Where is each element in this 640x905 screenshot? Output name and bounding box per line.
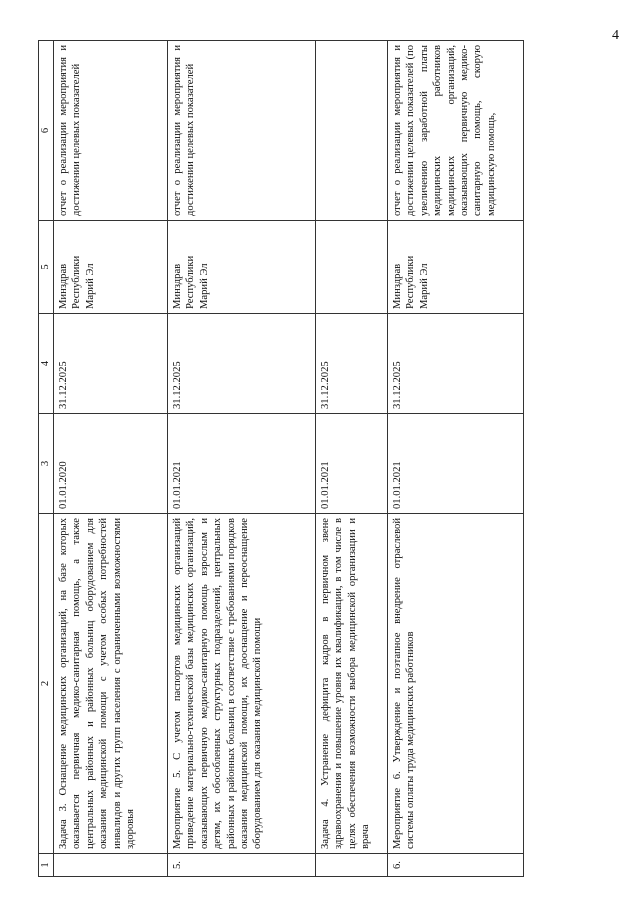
row-number (54, 854, 168, 877)
row-result: отчет о реализации мероприятия и достижении целевых показателей (по увеличению заработной платы медицинских работников медицинских организаций, оказывающих первичную медико-санитарную помощь, скорую медицинскую помощь, (388, 41, 524, 221)
header-row (39, 41, 54, 877)
row-description: Задача 4. Устранение дефицита кадров в первичном звене здравоохранения и повышение уровня их квалификации, в том числе в целях обеспечения возможности выбора медицинской организации и врача (316, 514, 388, 854)
row-start-date: 01.01.2020 (54, 414, 168, 514)
row-result: отчет о реализации мероприятия и достижении целевых показателей (168, 41, 316, 221)
rotated-table-container (38, 41, 524, 877)
row-start-date: 01.01.2021 (168, 414, 316, 514)
row-executor (316, 221, 388, 314)
page-number: 4 (612, 28, 619, 43)
row-executor: Минздрав Республики Марий Эл (168, 221, 316, 314)
header-cell: 3 (39, 414, 54, 514)
header-cell: 1 (39, 854, 54, 877)
row-executor: Минздрав Республики Марий Эл (54, 221, 168, 314)
row-end-date: 31.12.2025 (388, 314, 524, 414)
header-cell: 4 (39, 314, 54, 414)
row-end-date: 31.12.2025 (168, 314, 316, 414)
table-row (316, 41, 388, 877)
table-row (388, 41, 524, 877)
row-start-date: 01.01.2021 (388, 414, 524, 514)
row-end-date: 31.12.2025 (316, 314, 388, 414)
program-table (38, 40, 524, 877)
table-row (54, 41, 168, 877)
row-executor: Минздрав Республики Марий Эл (388, 221, 524, 314)
row-description: Задача 3. Оснащение медицинских организаций, на базе которых оказывается первичная медико-санитарная помощь, а также центральных районных и районных больниц оборудованием для оказания медицинской помощи с учетом особых потребностей инвалидов и других групп населения с ограниченными возможностями здоровья (54, 514, 168, 854)
row-result: отчет о реализации мероприятия и достижении целевых показателей (54, 41, 168, 221)
row-description: Мероприятие 6. Утверждение и поэтапное внедрение отраслевой системы оплаты труда медицинских работников (388, 514, 524, 854)
row-end-date: 31.12.2025 (54, 314, 168, 414)
row-number: 6. (388, 854, 524, 877)
header-cell: 2 (39, 514, 54, 854)
row-start-date: 01.01.2021 (316, 414, 388, 514)
row-number: 5. (168, 854, 316, 877)
header-cell: 6 (39, 41, 54, 221)
header-cell: 5 (39, 221, 54, 314)
row-result (316, 41, 388, 221)
row-description: Мероприятие 5. С учетом паспортов медицинских организаций приведение материально-технической базы медицинских организаций, оказывающих первичную медико-санитарную помощь взрослым и детям, их обособленных структурных подразделений, центральных районных и районных больниц в соответствие с требованиями порядков оказания медицинской помощи, их дооснащение и переоснащение оборудованием для оказания медицинской помощи (168, 514, 316, 854)
row-number (316, 854, 388, 877)
table-row (168, 41, 316, 877)
